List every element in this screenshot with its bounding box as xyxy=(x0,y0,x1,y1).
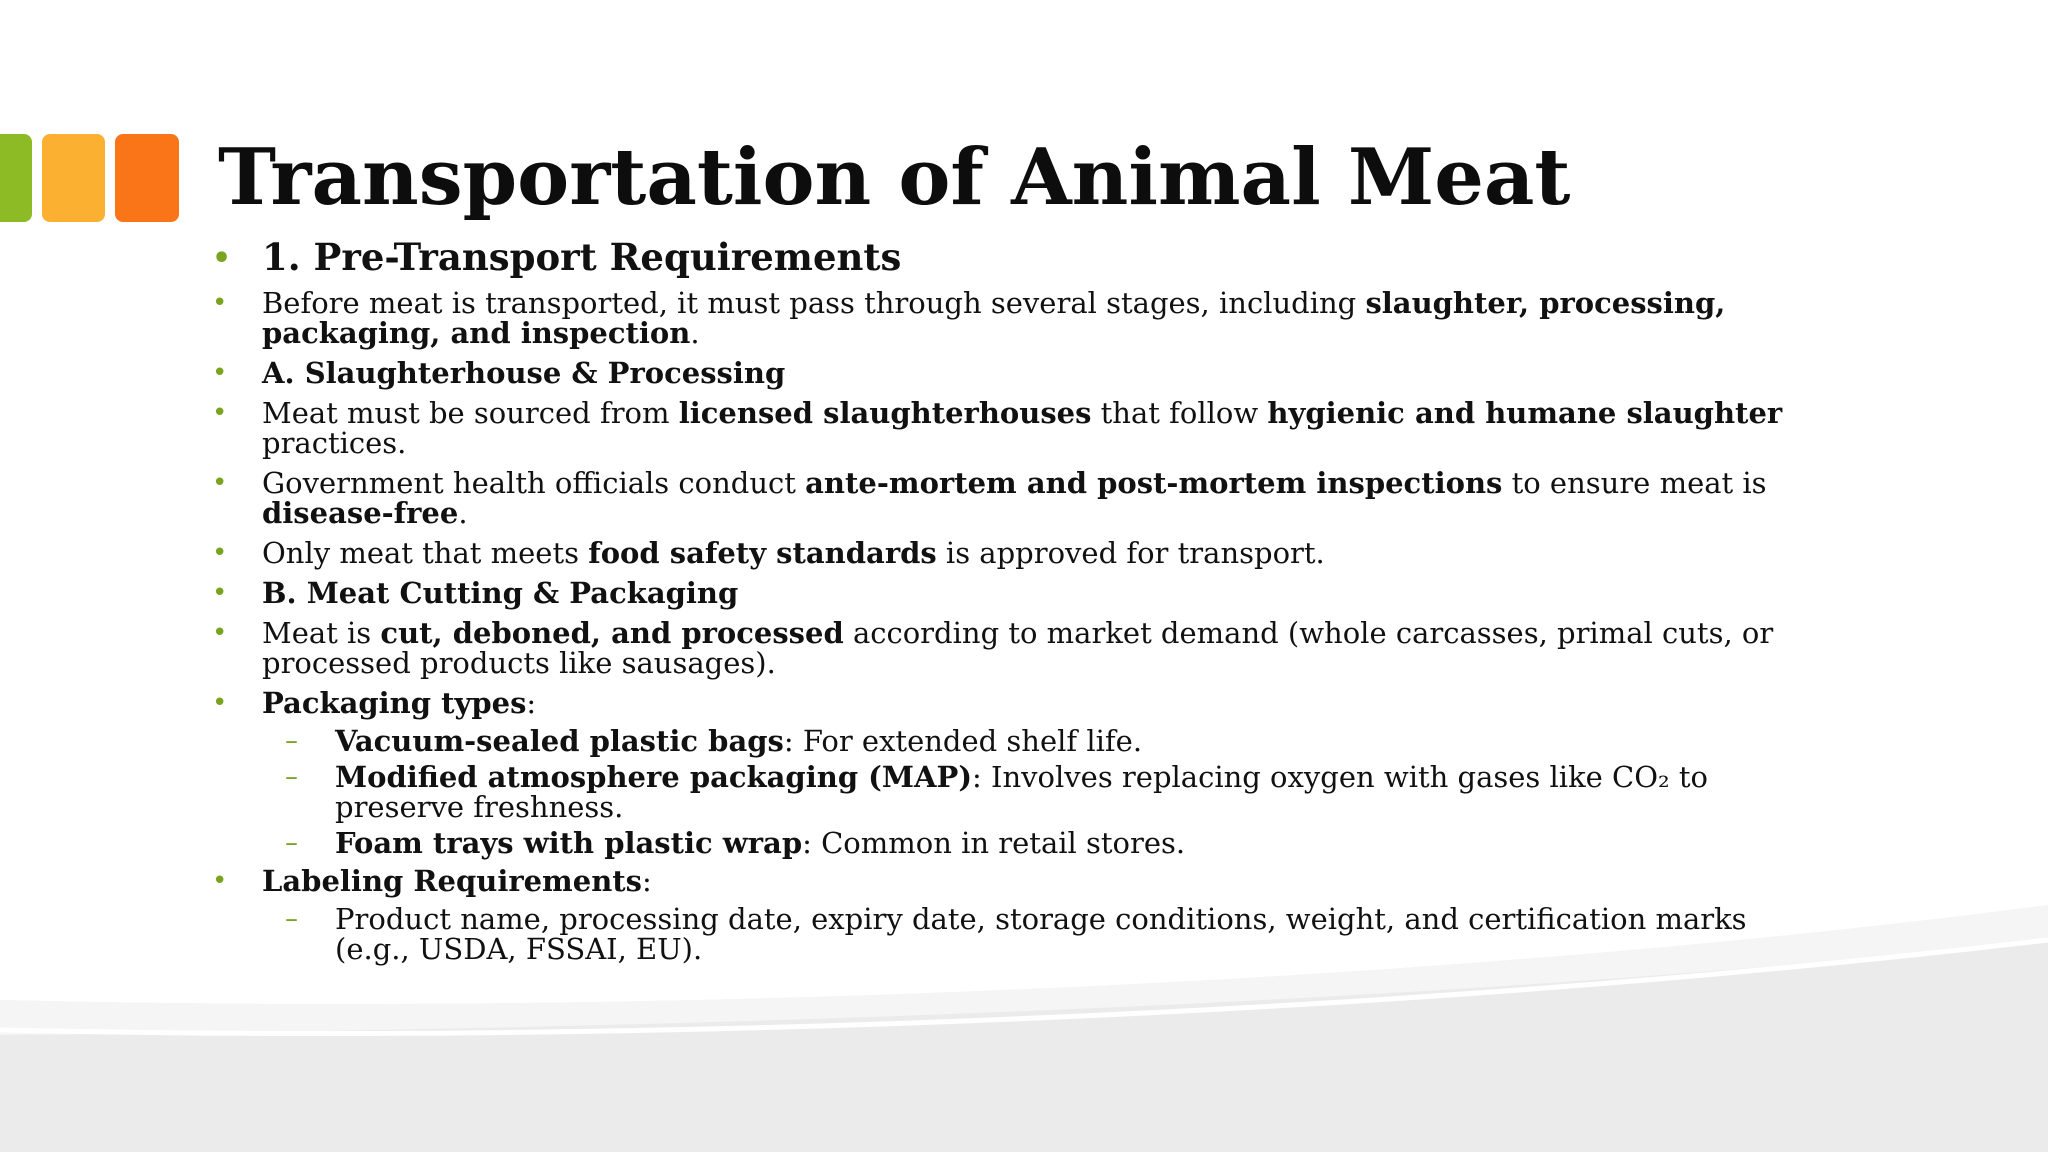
bullet-icon: • xyxy=(212,288,228,318)
heading-text: 1. Pre-Transport Requirements xyxy=(262,235,902,279)
list-item xyxy=(210,688,1810,718)
subheading-slaughterhouse xyxy=(210,358,1810,388)
text: practices. xyxy=(262,426,407,460)
bold-text: licensed slaughterhouses xyxy=(678,396,1092,430)
text: is approved for transport. xyxy=(936,536,1325,570)
text: Only meat that meets xyxy=(262,536,589,570)
accent-block-orange xyxy=(115,134,179,222)
list-item xyxy=(210,618,1810,678)
text: Meat is xyxy=(262,616,381,650)
bold-text: Packaging types xyxy=(262,686,527,720)
bullet-icon: • xyxy=(212,538,228,568)
bullet-icon: • xyxy=(212,241,232,276)
text: to ensure meat is xyxy=(1502,466,1767,500)
text: Meat must be sourced from xyxy=(262,396,679,430)
sub-list-item xyxy=(210,904,1810,964)
text: : xyxy=(642,864,652,898)
bold-text: Modified atmosphere packaging (MAP) xyxy=(335,760,973,794)
bullet-icon: • xyxy=(212,358,228,388)
dash-icon: – xyxy=(285,828,298,858)
dash-icon: – xyxy=(285,726,298,756)
bullet-list xyxy=(210,234,1810,972)
bold-text: Vacuum-sealed plastic bags xyxy=(335,724,784,758)
dash-icon: – xyxy=(285,904,298,934)
bold-text: food safety standards xyxy=(588,536,937,570)
list-item xyxy=(210,538,1810,568)
list-item xyxy=(210,468,1810,528)
subheading-cutting-packaging xyxy=(210,578,1810,608)
text: according to market demand (whole carcasses, primal cuts, or processed products like sausages). xyxy=(262,616,1774,680)
text: Product name, processing date, expiry date, storage conditions, weight, and certification marks (e.g., USDA, FSSAI, EU). xyxy=(335,902,1747,966)
list-item xyxy=(210,866,1810,896)
list-item xyxy=(210,398,1810,458)
bullet-icon: • xyxy=(212,398,228,428)
bold-text: ante-mortem and post-mortem inspections xyxy=(805,466,1503,500)
bold-text: B. Meat Cutting & Packaging xyxy=(262,576,739,610)
bold-text: slaughter, processing, packaging, and inspection xyxy=(262,286,1726,350)
slide-title: Transportation of Animal Meat xyxy=(218,132,1571,223)
dash-icon: – xyxy=(285,762,298,792)
bold-text: Foam trays with plastic wrap xyxy=(335,826,803,860)
sub-list-item xyxy=(210,762,1810,822)
bullet-icon: • xyxy=(212,866,228,896)
text: : Involves replacing oxygen with gases like CO₂ to preserve freshness. xyxy=(335,760,1708,824)
text: . xyxy=(690,316,700,350)
bullet-icon: • xyxy=(212,618,228,648)
heading-pre-transport xyxy=(210,234,1810,280)
sub-list-item xyxy=(210,726,1810,756)
bold-text: disease-free xyxy=(262,496,459,530)
sub-list-item xyxy=(210,828,1810,858)
accent-block-green xyxy=(0,134,32,222)
bullet-icon: • xyxy=(212,578,228,608)
text: that follow xyxy=(1091,396,1268,430)
bold-text: cut, deboned, and processed xyxy=(380,616,844,650)
bold-text: hygienic and humane slaughter xyxy=(1267,396,1783,430)
bold-text: Labeling Requirements xyxy=(262,864,643,898)
text: : xyxy=(526,686,537,720)
bullet-icon: • xyxy=(212,688,228,718)
text: Government health officials conduct xyxy=(262,466,806,500)
list-item xyxy=(210,288,1810,348)
accent-block-yellow xyxy=(42,134,105,222)
text: : For extended shelf life. xyxy=(783,724,1143,758)
text: : Common in retail stores. xyxy=(802,826,1186,860)
text: Before meat is transported, it must pass through several stages, including xyxy=(262,286,1366,320)
bold-text: A. Slaughterhouse & Processing xyxy=(262,356,786,390)
bullet-icon: • xyxy=(212,468,228,498)
text: . xyxy=(458,496,468,530)
